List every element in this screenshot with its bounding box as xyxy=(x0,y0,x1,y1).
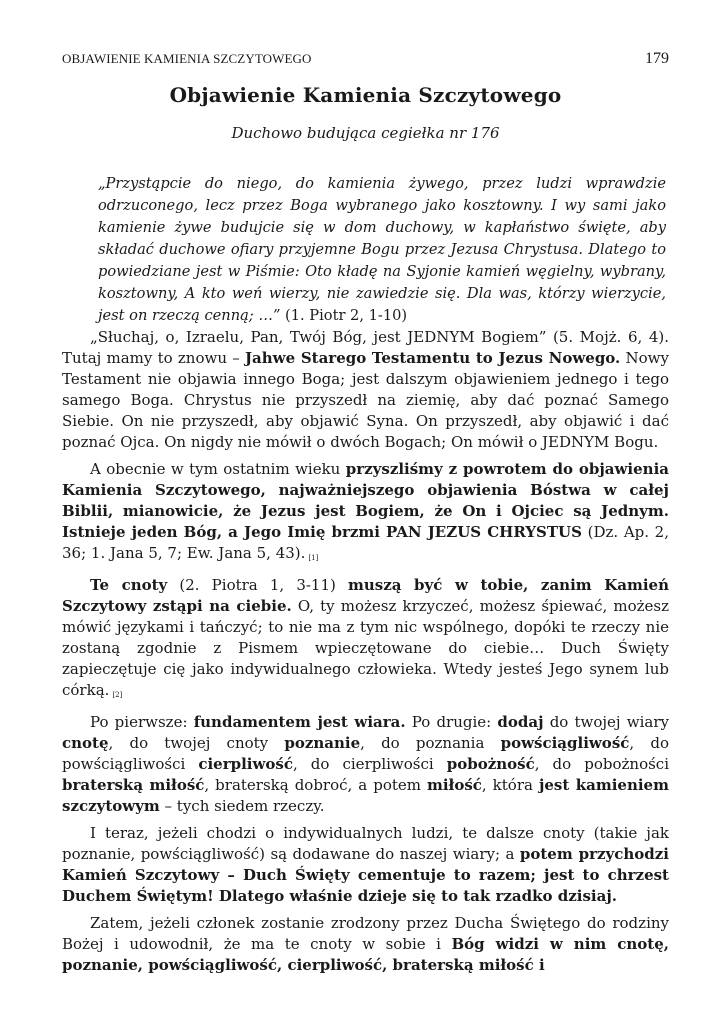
p4-text-u: – tych siedem rzeczy. xyxy=(159,797,325,815)
running-header xyxy=(62,50,669,68)
p3-text-b: (2. Piotra 1, 3-11) xyxy=(167,576,348,594)
epigraph-reference: (1. Piotr 2, 1-10) xyxy=(280,307,408,324)
p4-bold-n: pobożność xyxy=(446,755,535,773)
paragraph-3 xyxy=(62,575,669,706)
paragraph-5 xyxy=(62,823,669,907)
p4-bold-j: powściągliwość xyxy=(500,734,630,752)
page-number: 179 xyxy=(645,50,669,67)
p6-bold-b: Bóg widzi w nim cnotę, poznanie, powściągliwość, cierpliwość, braterską miłość i xyxy=(62,935,669,974)
p1-text-a: „Słuchaj, o, Izraelu, Pan, Twój Bóg, jest JEDNYM Bogiem” (5. Mojż. 6, 4). Tutaj mamy to znowu – xyxy=(62,328,669,367)
p1-bold: Jahwe Starego Testamentu to Jezus Nowego. xyxy=(244,349,621,367)
footnote-marker-1: [1] xyxy=(308,554,319,562)
body-text xyxy=(62,327,669,982)
paragraph-6 xyxy=(62,913,669,976)
chapter-title: Objawienie Kamienia Szczytowego xyxy=(169,83,562,107)
p4-text-g: , do twojej cnoty xyxy=(108,734,285,752)
chapter-subtitle: Duchowo budująca cegiełka nr 176 xyxy=(231,124,500,142)
p1-text-c: Nowy Testament nie objawia innego Boga; jest dalszym objawieniem jednego i tego samego Boga. Chrystus nie przyszedł na ziemię, aby dać poznać Samego Siebie. On nie przyszedł, aby objawić Syna. On przyszedł, aby objawić i dać poznać Ojca. On nigdy nie mówił o dwóch Bogach; On mówił o JEDNYM Bogu. xyxy=(62,349,669,451)
p4-bold-b: fundamentem jest wiara. xyxy=(193,713,406,731)
epigraph-text: „Przystąpcie do niego, do kamienia żywego, przez ludzi wprawdzie odrzuconego, lecz przez Boga wybranego jako kosztowny. I wy sami jako kamienie żywe budujcie się w dom duchowy, w kapłaństwo święte, aby składać duchowe ofiary przyjemne Bogu przez Jezusa Chrystusa. Dlatego to powiedziane jest w Piśmie: Oto kładę na Syjonie kamień węgielny, wybrany, kosztowny, A kto weń wierzy, nie zawiedzie się. Dla was, którzy wierzycie, jest on rzeczą cenną; …” xyxy=(98,175,666,324)
p2-bold: przyszliśmy z powrotem do objawienia Kamienia Szczytowego, najważniejszego objawienia Bóstwa w całej Biblii, mianowicie, że Jezus jest Bogiem, że On i Ojciec są Jednym. Istnieje jeden Bóg, a Jego Imię brzmi PAN JEZUS CHRYSTUS xyxy=(62,460,669,541)
p5-bold-b: potem przychodzi Kamień Szczytowy – Duch Święty cementuje to razem; jest to chrzest Duchem Świętym! Dlatego właśnie dzieje się to tak rzadko dzisiaj. xyxy=(62,845,669,905)
p4-text-m: , do cierpliwości xyxy=(293,755,447,773)
p4-text-e: do twojej wiary xyxy=(543,713,669,731)
p6-text-a: Zatem, jeżeli członek zostanie zrodzony przez Ducha Świętego do rodziny Bożej i udowodnił, że ma te cnoty w sobie i xyxy=(62,914,669,953)
p4-bold-t: jest kamieniem szczytowym xyxy=(62,776,669,815)
p4-bold-l: cierpliwość xyxy=(198,755,293,773)
p5-text-a: I teraz, jeżeli chodzi o indywidualnych ludzi, te dalsze cnoty (takie jak poznanie, powściągliwość) są dodawane do naszej wiary; a xyxy=(62,824,669,863)
book-page xyxy=(62,0,669,1024)
p4-text-i: , do poznania xyxy=(360,734,501,752)
p4-text-s: , która xyxy=(481,776,539,794)
paragraph-2 xyxy=(62,459,669,569)
p3-bold-c: muszą być w tobie, zanim Kamień Szczytowy zstąpi na ciebie. xyxy=(62,576,669,615)
p2-text-c: (Dz. Ap. 2, 36; 1. Jana 5, 7; Ew. Jana 5, 43). xyxy=(62,523,669,562)
p4-bold-h: poznanie xyxy=(284,734,361,752)
p4-bold-r: miłość xyxy=(426,776,482,794)
p4-text-k: , do powściągliwości xyxy=(62,734,669,773)
p4-text-o: , do pobożności xyxy=(534,755,669,773)
paragraph-1 xyxy=(62,327,669,453)
p4-text-c: Po drugie: xyxy=(405,713,498,731)
running-title: OBJAWIENIE KAMIENIA SZCZYTOWEGO xyxy=(62,51,312,66)
p4-bold-f: cnotę xyxy=(62,734,109,752)
p3-bold-a: Te cnoty xyxy=(90,576,168,594)
p3-text-d: O, ty możesz krzyczeć, możesz śpiewać, możesz mówić językami i tańczyć; to nie ma z tym nic wspólnego, dopóki te rzeczy nie zostaną zgodnie z Pismem wpieczętowane do ciebie… Duch Święty zapieczętuje cię jako indywidualnego człowieka. Wtedy jesteś Jego synem lub córką. xyxy=(62,597,669,699)
p4-text-a: Po pierwsze: xyxy=(90,713,194,731)
epigraph-quote xyxy=(98,173,666,327)
p2-text-a: A obecnie w tym ostatnim wieku xyxy=(90,460,346,478)
footnote-marker-2: [2] xyxy=(112,691,123,699)
p4-text-q: , braterską dobroć, a potem xyxy=(204,776,427,794)
paragraph-4 xyxy=(62,712,669,817)
p4-bold-d: dodaj xyxy=(497,713,544,731)
p4-bold-p: braterską miłość xyxy=(62,776,205,794)
